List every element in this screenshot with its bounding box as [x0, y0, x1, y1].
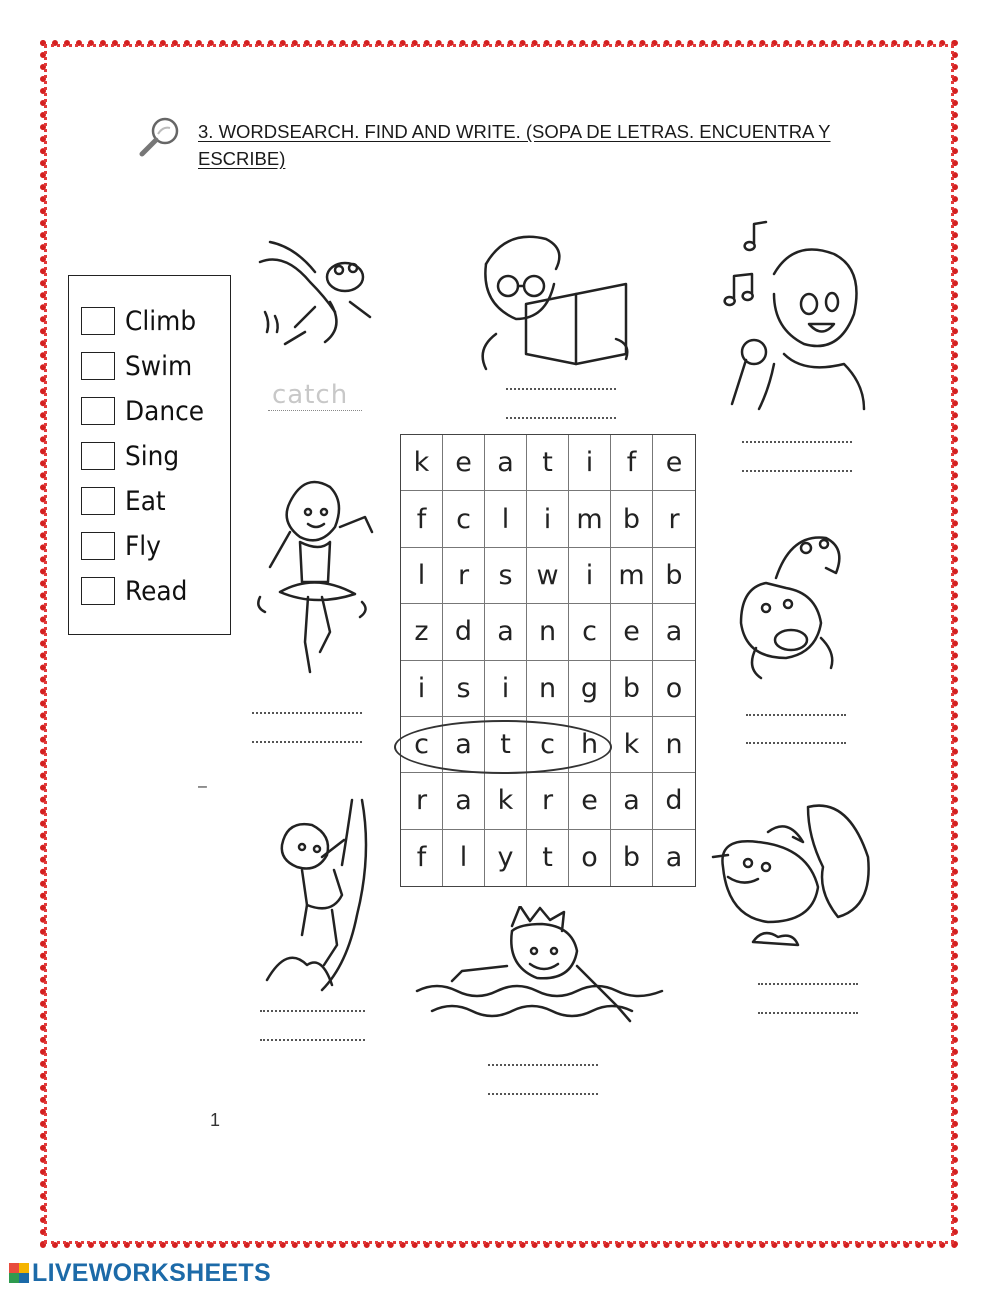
- word-label: Climb: [125, 305, 197, 337]
- grid-cell[interactable]: k: [485, 773, 527, 829]
- answer-line: [252, 712, 362, 714]
- grid-cell[interactable]: l: [401, 548, 443, 604]
- grid-cell[interactable]: m: [569, 491, 611, 547]
- grid-cell[interactable]: a: [665, 842, 683, 874]
- brand-name: LIVEWORKSHEETS: [32, 1258, 271, 1287]
- word-label: Fly: [125, 530, 161, 562]
- grid-cell[interactable]: b: [611, 491, 653, 547]
- word-list-item: [81, 392, 211, 430]
- word-list-item: [81, 572, 193, 610]
- grid-cell[interactable]: z: [401, 604, 443, 660]
- girl-dancing-picture: [250, 472, 380, 694]
- grid-cell[interactable]: l: [485, 491, 527, 547]
- grid-cell[interactable]: d: [653, 773, 695, 829]
- answer-line: [746, 742, 846, 744]
- answer-line: [746, 714, 846, 716]
- word-label: Sing: [125, 440, 180, 472]
- grid-cell[interactable]: n: [527, 604, 569, 660]
- grid-cell[interactable]: a: [611, 773, 653, 829]
- answer-line: [260, 1010, 365, 1012]
- page-number: 1: [210, 1110, 221, 1130]
- stray-dash: –: [198, 778, 207, 795]
- grid-cell[interactable]: r: [653, 491, 695, 547]
- grid-cell[interactable]: s: [485, 548, 527, 604]
- footer-brand: [8, 1258, 271, 1288]
- grid-cell[interactable]: s: [443, 661, 485, 717]
- word-label: Read: [125, 575, 188, 607]
- grid-cell[interactable]: i: [401, 661, 443, 717]
- grid-cell[interactable]: i: [569, 435, 611, 491]
- grid-cell[interactable]: i: [569, 548, 611, 604]
- word-list-item: [81, 527, 164, 565]
- word-label: Dance: [125, 395, 205, 427]
- grid-cell[interactable]: a: [653, 604, 695, 660]
- grid-cell[interactable]: b: [653, 548, 695, 604]
- boy-reading-picture: [466, 224, 636, 374]
- dinosaur-eating-picture: [736, 528, 861, 688]
- grid-cell[interactable]: k: [401, 435, 443, 491]
- grid-cell[interactable]: l: [443, 830, 485, 886]
- answer-line: [506, 417, 616, 419]
- grid-cell[interactable]: c: [569, 604, 611, 660]
- word-list-item: [81, 347, 198, 385]
- example-answer-line: [268, 410, 362, 411]
- grid-cell[interactable]: r: [527, 773, 569, 829]
- answer-line: [488, 1093, 598, 1095]
- grid-cell[interactable]: t: [527, 435, 569, 491]
- grid-cell[interactable]: e: [611, 604, 653, 660]
- answer-line: [758, 1012, 858, 1014]
- grid-cell[interactable]: d: [443, 604, 485, 660]
- grid-cell[interactable]: a: [443, 717, 485, 773]
- checkbox[interactable]: [81, 487, 115, 515]
- answer-line: [260, 1039, 365, 1041]
- word-list-item: [81, 302, 202, 340]
- answer-line: [758, 983, 858, 985]
- grid-cell[interactable]: o: [653, 661, 695, 717]
- grid-cell[interactable]: a: [443, 773, 485, 829]
- word-list-box: [68, 275, 231, 635]
- grid-cell[interactable]: c: [401, 717, 443, 773]
- grid-cell[interactable]: k: [611, 717, 653, 773]
- grid-cell[interactable]: i: [485, 661, 527, 717]
- girl-singing-picture: [714, 214, 874, 414]
- word-search-grid: [400, 434, 696, 887]
- word-list-item: [81, 482, 169, 520]
- grid-cell[interactable]: h: [569, 717, 611, 773]
- grid-cell[interactable]: i: [527, 491, 569, 547]
- grid-cell[interactable]: n: [527, 661, 569, 717]
- dinosaur-flying-picture: [708, 797, 878, 957]
- grid-cell[interactable]: w: [527, 548, 569, 604]
- boy-swimming-picture: [412, 906, 677, 1036]
- grid-cell[interactable]: e: [653, 435, 695, 491]
- grid-cell[interactable]: g: [569, 661, 611, 717]
- word-label: Eat: [125, 485, 166, 517]
- checkbox[interactable]: [81, 532, 115, 560]
- magnifying-glass-icon: [134, 113, 184, 163]
- checkbox[interactable]: [81, 397, 115, 425]
- grid-cell[interactable]: f: [401, 830, 443, 886]
- frog-catch-picture: [255, 232, 380, 362]
- example-answer: catch: [272, 380, 349, 410]
- grid-cell[interactable]: f: [401, 491, 443, 547]
- word-label: Swim: [125, 350, 193, 382]
- grid-cell[interactable]: r: [443, 548, 485, 604]
- grid-cell[interactable]: e: [443, 435, 485, 491]
- answer-line: [742, 470, 852, 472]
- grid-cell[interactable]: b: [611, 661, 653, 717]
- answer-line: [742, 441, 852, 443]
- catch-circle: [394, 720, 612, 774]
- checkbox[interactable]: [81, 352, 115, 380]
- liveworksheets-logo-icon: [8, 1261, 30, 1285]
- grid-cell[interactable]: b: [611, 830, 653, 886]
- word-list-item: [81, 437, 184, 475]
- checkbox[interactable]: [81, 307, 115, 335]
- answer-line: [252, 741, 362, 743]
- grid-cell[interactable]: o: [569, 830, 611, 886]
- grid-cell[interactable]: r: [401, 773, 443, 829]
- worksheet-title: 3. WORDSEARCH. FIND AND WRITE. (SOPA DE LETRAS. ENCUENTRA Y ESCRIBE): [198, 121, 831, 169]
- grid-cell[interactable]: f: [611, 435, 653, 491]
- answer-line: [506, 388, 616, 390]
- grid-cell[interactable]: y: [485, 830, 527, 886]
- grid-cell[interactable]: a: [485, 435, 527, 491]
- answer-line: [488, 1064, 598, 1066]
- grid-cell[interactable]: a: [485, 604, 527, 660]
- grid-cell[interactable]: t: [527, 830, 569, 886]
- checkbox[interactable]: [81, 577, 115, 605]
- grid-cell[interactable]: t: [485, 717, 527, 773]
- grid-cell[interactable]: n: [653, 717, 695, 773]
- boy-climbing-picture: [262, 795, 377, 995]
- checkbox[interactable]: [81, 442, 115, 470]
- grid-cell[interactable]: e: [569, 773, 611, 829]
- grid-cell[interactable]: c: [527, 717, 569, 773]
- grid-cell[interactable]: c: [443, 491, 485, 547]
- grid-cell[interactable]: m: [611, 548, 653, 604]
